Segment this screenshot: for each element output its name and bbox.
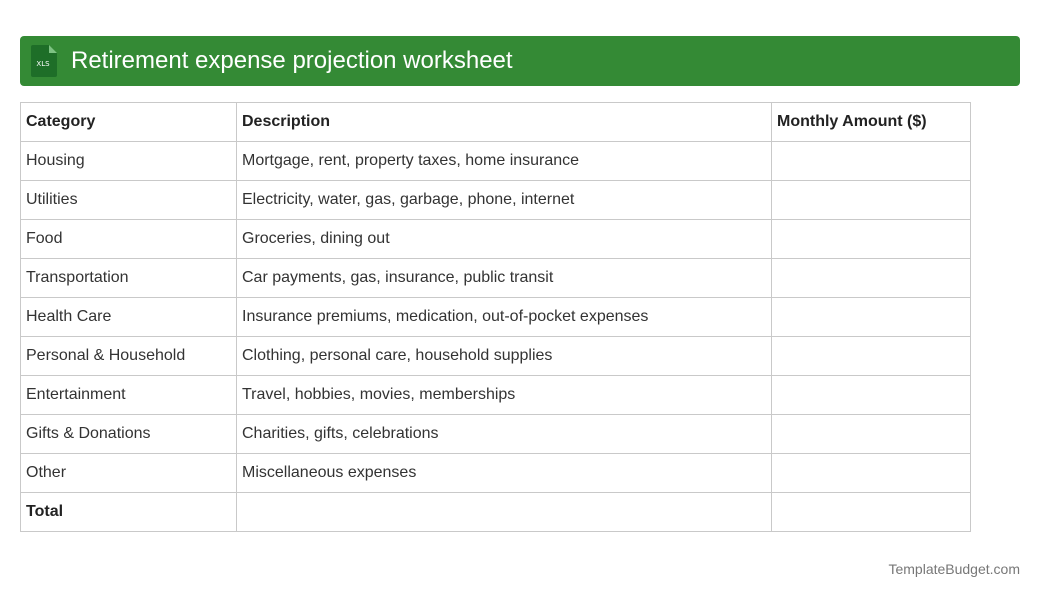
- total-description-cell[interactable]: [237, 493, 772, 532]
- page-title: Retirement expense projection worksheet: [71, 47, 513, 74]
- monthly-amount-cell[interactable]: [772, 259, 971, 298]
- table-row: [21, 142, 971, 181]
- monthly-amount-cell[interactable]: [772, 415, 971, 454]
- column-header-category: Category: [21, 103, 237, 142]
- table-row: [21, 181, 971, 220]
- monthly-amount-cell[interactable]: [772, 337, 971, 376]
- category-cell: Transportation: [21, 259, 237, 298]
- category-cell: Food: [21, 220, 237, 259]
- table-row: [21, 259, 971, 298]
- description-cell: Mortgage, rent, property taxes, home insurance: [237, 142, 772, 181]
- column-header-description: Description: [237, 103, 772, 142]
- table-row: [21, 298, 971, 337]
- monthly-amount-cell[interactable]: [772, 454, 971, 493]
- category-cell: Entertainment: [21, 376, 237, 415]
- total-label: Total: [21, 493, 237, 532]
- page-header: [20, 36, 1020, 86]
- monthly-amount-cell[interactable]: [772, 376, 971, 415]
- column-header-monthly-amount: Monthly Amount ($): [772, 103, 971, 142]
- table-row: [21, 220, 971, 259]
- xls-file-icon: [31, 45, 57, 77]
- monthly-amount-cell[interactable]: [772, 181, 971, 220]
- monthly-amount-cell[interactable]: [772, 298, 971, 337]
- svg-text:XLS: XLS: [36, 60, 50, 68]
- description-cell: Charities, gifts, celebrations: [237, 415, 772, 454]
- table-row: [21, 376, 971, 415]
- table-header-row: [21, 103, 971, 142]
- expense-table: [20, 102, 971, 532]
- monthly-amount-cell[interactable]: [772, 142, 971, 181]
- monthly-amount-cell[interactable]: [772, 220, 971, 259]
- description-cell: Travel, hobbies, movies, memberships: [237, 376, 772, 415]
- description-cell: Insurance premiums, medication, out-of-pocket expenses: [237, 298, 772, 337]
- category-cell: Health Care: [21, 298, 237, 337]
- table-row: [21, 337, 971, 376]
- category-cell: Personal & Household: [21, 337, 237, 376]
- table-row: [21, 415, 971, 454]
- category-cell: Utilities: [21, 181, 237, 220]
- description-cell: Miscellaneous expenses: [237, 454, 772, 493]
- table-row: [21, 454, 971, 493]
- description-cell: Electricity, water, gas, garbage, phone, internet: [237, 181, 772, 220]
- category-cell: Housing: [21, 142, 237, 181]
- description-cell: Car payments, gas, insurance, public transit: [237, 259, 772, 298]
- category-cell: Gifts & Donations: [21, 415, 237, 454]
- footer-credit: TemplateBudget.com: [888, 561, 1020, 577]
- total-amount-cell[interactable]: [772, 493, 971, 532]
- description-cell: Clothing, personal care, household supplies: [237, 337, 772, 376]
- description-cell: Groceries, dining out: [237, 220, 772, 259]
- category-cell: Other: [21, 454, 237, 493]
- total-row: [21, 493, 971, 532]
